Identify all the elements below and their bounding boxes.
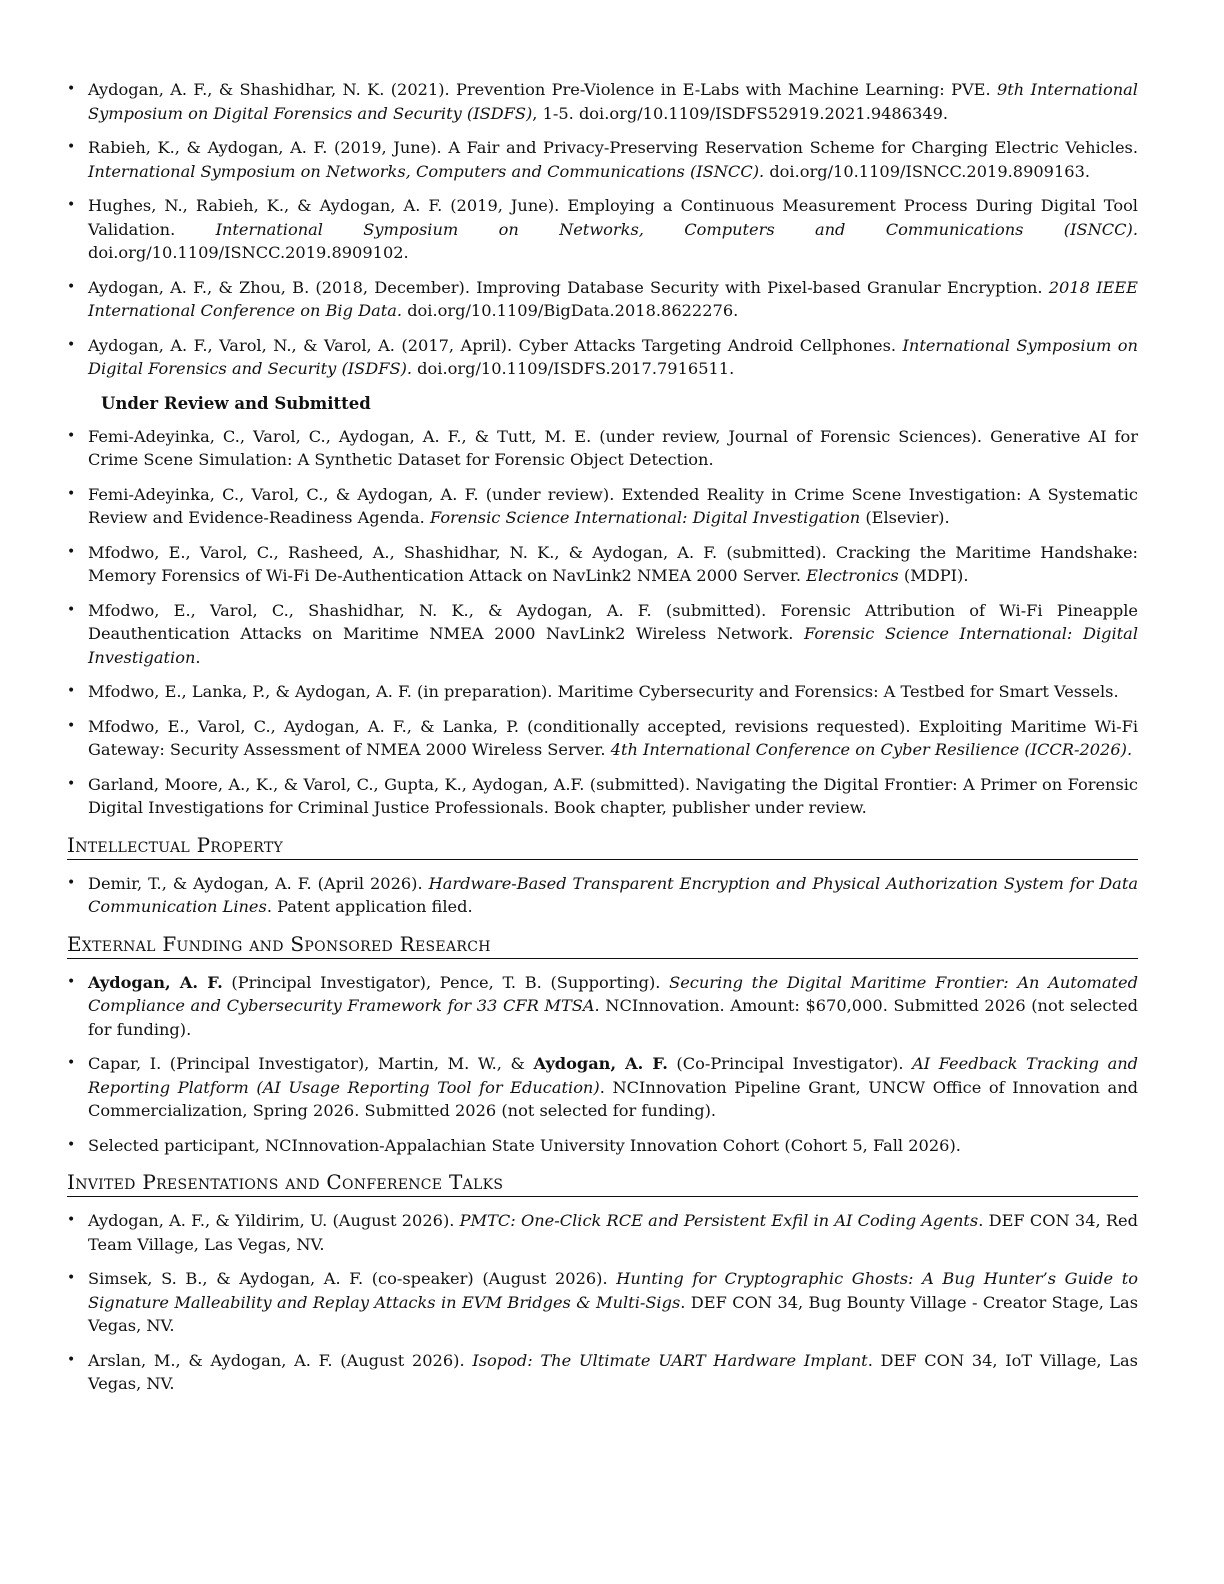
italic-text: Hunting for Cryptographic Ghosts: A Bug Hunter’s Guide to Signature Malleability and Replay Attacks in EVM Bridges & Multi-Sigs	[88, 1269, 1138, 1312]
entry-text: Mfodwo, E., Lanka, P., & Aydogan, A. F. (in preparation). Maritime Cybersecurity and Forensics: A Testbed for Smart Vessels.	[88, 682, 1119, 701]
entry-text: Aydogan, A. F., & Zhou, B. (2018, December). Improving Database Security with Pixel-based Granular Encryption.	[88, 277, 1049, 297]
publication-list	[67, 78, 1138, 381]
entry-text: Aydogan, A. F., & Yildirim, U. (August 2026).	[88, 1211, 460, 1230]
entry-text: doi.org/10.1109/ISDFS.2017.7916511.	[412, 359, 735, 378]
under-review-list	[67, 425, 1138, 820]
list-item	[67, 1209, 1138, 1256]
bullet-icon: •	[67, 1270, 76, 1286]
bullet-icon: •	[67, 197, 76, 213]
italic-text: International Symposium on Digital Forensics and Security (ISDFS).	[88, 335, 1138, 378]
italic-text: 4th International Conference on Cyber Resilience (ICCR-2026).	[610, 740, 1133, 759]
italic-text: Isopod: The Ultimate UART Hardware Implant	[472, 1350, 868, 1370]
entry-text: .	[195, 647, 201, 667]
italic-text: International Symposium on Networks, Computers and Communications (ISNCC).	[215, 219, 1138, 239]
bullet-icon: •	[67, 336, 76, 353]
entry-text: Simsek, S. B., & Aydogan, A. F. (co-speaker) (August 2026).	[88, 1269, 617, 1288]
entry-text: Arslan, M., & Aydogan, A. F. (August 2026).	[88, 1350, 473, 1370]
entry-text: Femi-Adeyinka, C., Varol, C., & Aydogan, A. F. (under review). Extended Reality in Crime Scene Investigation: A Systematic Review and Evidence-Readiness Agenda.	[88, 484, 1138, 527]
bullet-icon: •	[67, 81, 76, 97]
entry-text: . DEF CON 34, Bug Bounty Village - Creator Stage, Las Vegas, NV.	[88, 1292, 1139, 1335]
bullet-icon: •	[67, 1055, 76, 1071]
bullet-icon: •	[67, 1136, 76, 1153]
entry-text: (Principal Investigator), Pence, T. B. (Supporting).	[222, 972, 670, 992]
bullet-icon: •	[67, 543, 76, 560]
bullet-icon: •	[67, 1212, 76, 1228]
list-item	[67, 541, 1138, 588]
entry-text: , 1-5. doi.org/10.1109/ISDFS52919.2021.9486349.	[532, 103, 949, 123]
list-item	[67, 334, 1138, 381]
list-item	[67, 971, 1138, 1042]
entry-text: Aydogan, A. F., & Shashidhar, N. K. (2021). Prevention Pre-Violence in E-Labs with Machine Learning: PVE.	[88, 80, 997, 99]
italic-text: Forensic Science International: Digital Investigation	[429, 508, 861, 527]
cv-page	[67, 78, 1138, 1407]
intellectual-property-heading: Intellectual Property	[67, 832, 1138, 860]
entry-text: . DEF CON 34, Red Team Village, Las Vegas, NV.	[88, 1211, 1138, 1254]
list-item	[67, 872, 1138, 919]
list-item	[67, 78, 1138, 125]
entry-text: Mfodwo, E., Varol, C., Shashidhar, N. K., & Aydogan, A. F. (submitted). Forensic Attribution of Wi-Fi Pineapple Deauthentication Attacks on Maritime NMEA 2000 NavLink2 Wireless Network.	[88, 600, 1138, 643]
entry-text: . DEF CON 34, IoT Village, Las Vegas, NV.	[88, 1350, 1138, 1393]
italic-text: 2018 IEEE International Conference on Big Data.	[88, 277, 1139, 320]
italic-text: Electronics	[806, 566, 899, 585]
bullet-icon: •	[67, 717, 76, 734]
list-item	[67, 1052, 1138, 1123]
bullet-icon: •	[67, 973, 76, 990]
entry-text: Garland, Moore, A., K., & Varol, C., Gupta, K., Aydogan, A.F. (submitted). Navigating the Digital Frontier: A Primer on Forensic Digital Investigations for Criminal Justice Professionals. Book chapter, publisher under review.	[88, 774, 1138, 817]
list-item	[67, 483, 1138, 530]
list-item	[67, 773, 1138, 820]
bold-text: Aydogan, A. F.	[88, 972, 223, 992]
italic-text: AI Feedback Tracking and Reporting Platform (AI Usage Reporting Tool for Education)	[88, 1054, 1139, 1097]
entry-text: Mfodwo, E., Varol, C., Rasheed, A., Shashidhar, N. K., & Aydogan, A. F. (submitted). Cracking the Maritime Handshake: Memory Forensics of Wi-Fi De-Authentication Attack on NavLink2 NMEA 2000 Server.	[88, 542, 1138, 585]
list-item	[67, 1349, 1138, 1396]
bullet-icon: •	[67, 427, 76, 444]
entry-text: . NCInnovation. Amount: $670,000. Submitted 2026 (not selected for funding).	[88, 996, 1138, 1039]
italic-text: Securing the Digital Maritime Frontier: An Automated Compliance and Cybersecurity Framework for 33 CFR MTSA	[88, 972, 1138, 1015]
presentations-list	[67, 1209, 1138, 1396]
italic-text: International Symposium on Networks, Computers and Communications (ISNCC).	[88, 161, 765, 181]
bullet-icon: •	[67, 874, 76, 891]
intellectual-property-list	[67, 872, 1138, 919]
funding-heading: External Funding and Sponsored Research	[67, 931, 1138, 959]
funding-list	[67, 971, 1138, 1158]
bullet-icon: •	[67, 278, 76, 295]
bullet-icon: •	[67, 1351, 76, 1368]
bullet-icon: •	[67, 601, 76, 618]
list-item	[67, 1267, 1138, 1338]
under-review-heading: Under Review and Submitted	[101, 393, 371, 413]
entry-text: (Elsevier).	[860, 508, 950, 527]
list-item	[67, 680, 1138, 704]
entry-text: Mfodwo, E., Varol, C., Aydogan, A. F., & Lanka, P. (conditionally accepted, revisions requested). Exploiting Maritime Wi-Fi Gateway: Security Assessment of NMEA 2000 Wireless Server.	[88, 716, 1138, 759]
entry-text: doi.org/10.1109/ISNCC.2019.8909163.	[764, 161, 1091, 181]
entry-text: . Patent application filed.	[266, 897, 473, 916]
bullet-icon: •	[67, 139, 76, 155]
list-item	[67, 194, 1138, 265]
entry-text: doi.org/10.1109/ISNCC.2019.8909102.	[88, 243, 409, 262]
entry-text: (MDPI).	[898, 566, 969, 585]
italic-text: Hardware-Based Transparent Encryption and Physical Authorization System for Data Communication Lines	[88, 873, 1138, 916]
list-item	[67, 599, 1138, 670]
entry-text: Selected participant, NCInnovation-Appalachian State University Innovation Cohort (Cohort 5, Fall 2026).	[88, 1135, 961, 1155]
list-item	[67, 276, 1138, 323]
entry-text: Aydogan, A. F., Varol, N., & Varol, A. (2017, April). Cyber Attacks Targeting Android Cellphones.	[88, 335, 903, 355]
entry-text: Demir, T., & Aydogan, A. F. (April 2026).	[88, 873, 429, 893]
entry-text: doi.org/10.1109/BigData.2018.8622276.	[402, 301, 739, 320]
list-item	[67, 1134, 1138, 1158]
entry-text: Femi-Adeyinka, C., Varol, C., Aydogan, A. F., & Tutt, M. E. (under review, Journal of Forensic Sciences). Generative AI for Crime Scene Simulation: A Synthetic Dataset for Forensic Object Detection.	[88, 426, 1138, 469]
presentations-heading: Invited Presentations and Conference Talks	[67, 1169, 1138, 1197]
list-item	[67, 425, 1138, 472]
entry-text: . NCInnovation Pipeline Grant, UNCW Office of Innovation and Commercialization, Spring 2026. Submitted 2026 (not selected for funding).	[88, 1077, 1138, 1120]
entry-text: (Co-Principal Investigator).	[667, 1054, 913, 1073]
bullet-icon: •	[67, 683, 76, 699]
list-item	[67, 136, 1138, 183]
italic-text: 9th International Symposium on Digital Forensics and Security (ISDFS)	[88, 80, 1138, 123]
entry-text: Hughes, N., Rabieh, K., & Aydogan, A. F. (2019, June). Employing a Continuous Measurement Process During Digital Tool Validation.	[88, 196, 1138, 239]
italic-text: PMTC: One-Click RCE and Persistent Exfil in AI Coding Agents	[459, 1211, 979, 1230]
entry-text: Capar, I. (Principal Investigator), Martin, M. W., &	[88, 1054, 534, 1073]
italic-text: Forensic Science International: Digital Investigation	[88, 624, 1138, 667]
bullet-icon: •	[67, 775, 76, 792]
bold-text: Aydogan, A. F.	[533, 1054, 668, 1073]
entry-text: Rabieh, K., & Aydogan, A. F. (2019, June). A Fair and Privacy-Preserving Reservation Scheme for Charging Electric Vehicles.	[88, 138, 1138, 157]
list-item	[67, 715, 1138, 762]
bullet-icon: •	[67, 485, 76, 502]
